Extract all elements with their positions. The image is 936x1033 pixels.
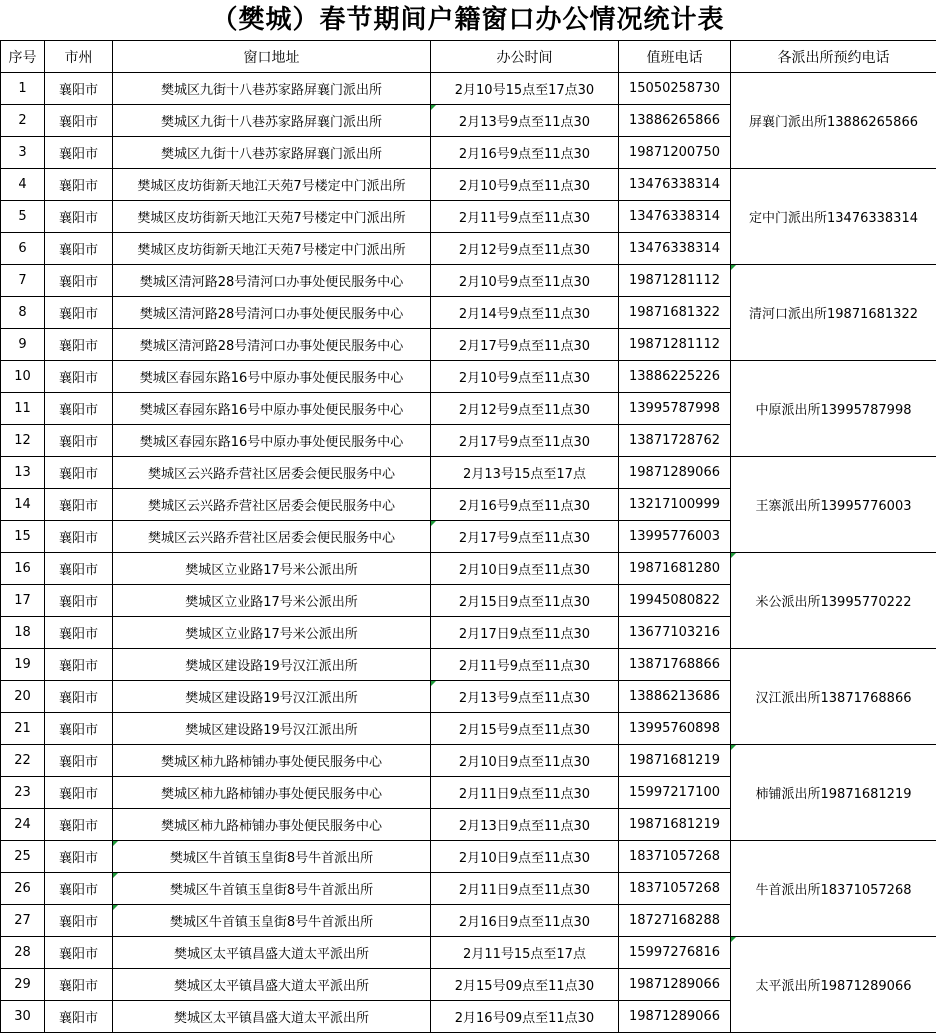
row-number-cell[interactable]: 4 xyxy=(1,169,45,201)
city-cell[interactable]: 襄阳市 xyxy=(45,361,113,393)
row-number-cell[interactable]: 8 xyxy=(1,297,45,329)
duty-phone-cell[interactable]: 19945080822 xyxy=(619,585,731,617)
city-cell[interactable]: 襄阳市 xyxy=(45,777,113,809)
row-number-cell[interactable]: 30 xyxy=(1,1001,45,1033)
row-number-cell[interactable]: 20 xyxy=(1,681,45,713)
city-cell[interactable]: 襄阳市 xyxy=(45,905,113,937)
duty-phone-cell[interactable]: 15997217100 xyxy=(619,777,731,809)
row-number-cell[interactable]: 14 xyxy=(1,489,45,521)
row-number-cell[interactable]: 29 xyxy=(1,969,45,1001)
row-number-cell[interactable]: 17 xyxy=(1,585,45,617)
office-hours-cell[interactable]: 2月17日9点至11点30 xyxy=(431,617,619,649)
row-number-cell[interactable]: 28 xyxy=(1,937,45,969)
address-cell[interactable]: 樊城区建设路19号汉江派出所 xyxy=(113,713,431,745)
office-hours-cell[interactable]: 2月13号9点至11点30 xyxy=(431,105,619,137)
row-number-cell[interactable]: 7 xyxy=(1,265,45,297)
row-number-cell[interactable]: 24 xyxy=(1,809,45,841)
registration-window-table xyxy=(0,40,936,1033)
duty-phone-cell[interactable]: 18371057268 xyxy=(619,873,731,905)
address-cell[interactable]: 樊城区柿九路柿铺办事处便民服务中心 xyxy=(113,809,431,841)
address-cell[interactable]: 樊城区九街十八巷苏家路屏襄门派出所 xyxy=(113,105,431,137)
office-hours-cell[interactable]: 2月11号9点至11点30 xyxy=(431,649,619,681)
row-number-cell[interactable]: 16 xyxy=(1,553,45,585)
duty-phone-cell[interactable]: 13995776003 xyxy=(619,521,731,553)
station-appointment-phone-cell[interactable]: 清河口派出所19871681322 xyxy=(731,265,936,361)
table-row xyxy=(1,73,936,105)
col-header-city[interactable]: 市州 xyxy=(45,41,113,73)
address-cell[interactable]: 樊城区牛首镇玉皇街8号牛首派出所 xyxy=(113,873,431,905)
office-hours-cell[interactable]: 2月10号15点至17点30 xyxy=(431,73,619,105)
duty-phone-cell[interactable]: 13995787998 xyxy=(619,393,731,425)
city-cell[interactable]: 襄阳市 xyxy=(45,457,113,489)
row-number-cell[interactable]: 11 xyxy=(1,393,45,425)
table-row xyxy=(1,169,936,201)
address-cell[interactable]: 樊城区牛首镇玉皇街8号牛首派出所 xyxy=(113,905,431,937)
row-number-cell[interactable]: 12 xyxy=(1,425,45,457)
duty-phone-cell[interactable]: 19871289066 xyxy=(619,969,731,1001)
duty-phone-cell[interactable]: 19871681322 xyxy=(619,297,731,329)
city-cell[interactable]: 襄阳市 xyxy=(45,201,113,233)
city-cell[interactable]: 襄阳市 xyxy=(45,73,113,105)
address-cell[interactable]: 樊城区皮坊街新天地江天苑7号楼定中门派出所 xyxy=(113,233,431,265)
row-number-cell[interactable]: 22 xyxy=(1,745,45,777)
address-cell[interactable]: 樊城区立业路17号米公派出所 xyxy=(113,553,431,585)
row-number-cell[interactable]: 5 xyxy=(1,201,45,233)
row-number-cell[interactable]: 26 xyxy=(1,873,45,905)
address-cell[interactable]: 樊城区皮坊街新天地江天苑7号楼定中门派出所 xyxy=(113,201,431,233)
row-number-cell[interactable]: 6 xyxy=(1,233,45,265)
office-hours-cell[interactable]: 2月15号09点至11点30 xyxy=(431,969,619,1001)
city-cell[interactable]: 襄阳市 xyxy=(45,265,113,297)
station-appointment-phone-cell[interactable]: 米公派出所13995770222 xyxy=(731,553,936,649)
city-cell[interactable]: 襄阳市 xyxy=(45,585,113,617)
city-cell[interactable]: 襄阳市 xyxy=(45,105,113,137)
office-hours-cell[interactable]: 2月13号15点至17点 xyxy=(431,457,619,489)
station-appointment-phone-cell[interactable]: 中原派出所13995787998 xyxy=(731,361,936,457)
city-cell[interactable]: 襄阳市 xyxy=(45,617,113,649)
table-row xyxy=(1,553,936,585)
address-cell[interactable]: 樊城区柿九路柿铺办事处便民服务中心 xyxy=(113,745,431,777)
address-cell[interactable]: 樊城区柿九路柿铺办事处便民服务中心 xyxy=(113,777,431,809)
city-cell[interactable]: 襄阳市 xyxy=(45,233,113,265)
office-hours-cell[interactable]: 2月13号9点至11点30 xyxy=(431,681,619,713)
city-cell[interactable]: 襄阳市 xyxy=(45,169,113,201)
city-cell[interactable]: 襄阳市 xyxy=(45,393,113,425)
office-hours-cell[interactable]: 2月12号9点至11点30 xyxy=(431,233,619,265)
office-hours-cell[interactable]: 2月14号9点至11点30 xyxy=(431,297,619,329)
col-header-station-phone[interactable]: 各派出所预约电话 xyxy=(731,41,936,73)
row-number-cell[interactable]: 3 xyxy=(1,137,45,169)
duty-phone-cell[interactable]: 13871728762 xyxy=(619,425,731,457)
office-hours-cell[interactable]: 2月10号9点至11点30 xyxy=(431,169,619,201)
row-number-cell[interactable]: 15 xyxy=(1,521,45,553)
city-cell[interactable]: 襄阳市 xyxy=(45,713,113,745)
office-hours-cell[interactable]: 2月16号9点至11点30 xyxy=(431,489,619,521)
address-cell[interactable]: 樊城区春园东路16号中原办事处便民服务中心 xyxy=(113,393,431,425)
row-number-cell[interactable]: 27 xyxy=(1,905,45,937)
address-cell[interactable]: 樊城区太平镇昌盛大道太平派出所 xyxy=(113,1001,431,1033)
address-cell[interactable]: 樊城区云兴路乔营社区居委会便民服务中心 xyxy=(113,457,431,489)
table-row xyxy=(1,649,936,681)
city-cell[interactable]: 襄阳市 xyxy=(45,937,113,969)
city-cell[interactable]: 襄阳市 xyxy=(45,681,113,713)
duty-phone-cell[interactable]: 13217100999 xyxy=(619,489,731,521)
address-cell[interactable]: 樊城区太平镇昌盛大道太平派出所 xyxy=(113,969,431,1001)
duty-phone-cell[interactable]: 15050258730 xyxy=(619,73,731,105)
office-hours-cell[interactable]: 2月10号9点至11点30 xyxy=(431,265,619,297)
sheet-title: （樊城）春节期间户籍窗口办公情况统计表 xyxy=(0,0,936,40)
station-appointment-phone-cell[interactable]: 王寨派出所13995776003 xyxy=(731,457,936,553)
address-cell[interactable]: 樊城区清河路28号清河口办事处便民服务中心 xyxy=(113,297,431,329)
city-cell[interactable]: 襄阳市 xyxy=(45,873,113,905)
office-hours-cell[interactable]: 2月16号9点至11点30 xyxy=(431,137,619,169)
address-cell[interactable]: 樊城区建设路19号汉江派出所 xyxy=(113,649,431,681)
address-cell[interactable]: 樊城区云兴路乔营社区居委会便民服务中心 xyxy=(113,489,431,521)
address-cell[interactable]: 樊城区立业路17号米公派出所 xyxy=(113,617,431,649)
header-row xyxy=(1,41,936,73)
duty-phone-cell[interactable]: 13886225226 xyxy=(619,361,731,393)
office-hours-cell[interactable]: 2月16日9点至11点30 xyxy=(431,905,619,937)
row-number-cell[interactable]: 10 xyxy=(1,361,45,393)
office-hours-cell[interactable]: 2月16号09点至11点30 xyxy=(431,1001,619,1033)
address-cell[interactable]: 樊城区春园东路16号中原办事处便民服务中心 xyxy=(113,361,431,393)
office-hours-cell[interactable]: 2月11日9点至11点30 xyxy=(431,777,619,809)
row-number-cell[interactable]: 23 xyxy=(1,777,45,809)
station-appointment-phone-cell[interactable]: 汉江派出所13871768866 xyxy=(731,649,936,745)
city-cell[interactable]: 襄阳市 xyxy=(45,969,113,1001)
duty-phone-cell[interactable]: 19871289066 xyxy=(619,1001,731,1033)
address-cell[interactable]: 樊城区太平镇昌盛大道太平派出所 xyxy=(113,937,431,969)
address-cell[interactable]: 樊城区牛首镇玉皇街8号牛首派出所 xyxy=(113,841,431,873)
duty-phone-cell[interactable]: 19871681280 xyxy=(619,553,731,585)
city-cell[interactable]: 襄阳市 xyxy=(45,329,113,361)
office-hours-cell[interactable]: 2月11号9点至11点30 xyxy=(431,201,619,233)
office-hours-cell[interactable]: 2月10日9点至11点30 xyxy=(431,553,619,585)
address-cell[interactable]: 樊城区云兴路乔营社区居委会便民服务中心 xyxy=(113,521,431,553)
address-cell[interactable]: 樊城区清河路28号清河口办事处便民服务中心 xyxy=(113,329,431,361)
row-number-cell[interactable]: 9 xyxy=(1,329,45,361)
table-row xyxy=(1,457,936,489)
duty-phone-cell[interactable]: 13476338314 xyxy=(619,201,731,233)
station-appointment-phone-cell[interactable]: 牛首派出所18371057268 xyxy=(731,841,936,937)
office-hours-cell[interactable]: 2月17号9点至11点30 xyxy=(431,329,619,361)
city-cell[interactable]: 襄阳市 xyxy=(45,489,113,521)
duty-phone-cell[interactable]: 18371057268 xyxy=(619,841,731,873)
city-cell[interactable]: 襄阳市 xyxy=(45,809,113,841)
address-cell[interactable]: 樊城区建设路19号汉江派出所 xyxy=(113,681,431,713)
table-row xyxy=(1,361,936,393)
col-header-address[interactable]: 窗口地址 xyxy=(113,41,431,73)
city-cell[interactable]: 襄阳市 xyxy=(45,649,113,681)
duty-phone-cell[interactable]: 19871289066 xyxy=(619,457,731,489)
row-number-cell[interactable]: 2 xyxy=(1,105,45,137)
col-header-no[interactable]: 序号 xyxy=(1,41,45,73)
col-header-duty-phone[interactable]: 值班电话 xyxy=(619,41,731,73)
address-cell[interactable]: 樊城区清河路28号清河口办事处便民服务中心 xyxy=(113,265,431,297)
row-number-cell[interactable]: 1 xyxy=(1,73,45,105)
station-appointment-phone-cell[interactable]: 太平派出所19871289066 xyxy=(731,937,936,1033)
duty-phone-cell[interactable]: 18727168288 xyxy=(619,905,731,937)
city-cell[interactable]: 襄阳市 xyxy=(45,1001,113,1033)
city-cell[interactable]: 襄阳市 xyxy=(45,521,113,553)
table-row xyxy=(1,745,936,777)
office-hours-cell[interactable]: 2月12号9点至11点30 xyxy=(431,393,619,425)
office-hours-cell[interactable]: 2月11号15点至17点 xyxy=(431,937,619,969)
duty-phone-cell[interactable]: 19871281112 xyxy=(619,265,731,297)
station-appointment-phone-cell[interactable]: 定中门派出所13476338314 xyxy=(731,169,936,265)
table-row xyxy=(1,265,936,297)
city-cell[interactable]: 襄阳市 xyxy=(45,425,113,457)
station-appointment-phone-cell[interactable]: 柿铺派出所19871681219 xyxy=(731,745,936,841)
duty-phone-cell[interactable]: 19871281112 xyxy=(619,329,731,361)
row-number-cell[interactable]: 21 xyxy=(1,713,45,745)
address-cell[interactable]: 樊城区立业路17号米公派出所 xyxy=(113,585,431,617)
city-cell[interactable]: 襄阳市 xyxy=(45,553,113,585)
city-cell[interactable]: 襄阳市 xyxy=(45,297,113,329)
address-cell[interactable]: 樊城区九街十八巷苏家路屏襄门派出所 xyxy=(113,73,431,105)
duty-phone-cell[interactable]: 19871200750 xyxy=(619,137,731,169)
office-hours-cell[interactable]: 2月13日9点至11点30 xyxy=(431,809,619,841)
duty-phone-cell[interactable]: 13677103216 xyxy=(619,617,731,649)
office-hours-cell[interactable]: 2月10日9点至11点30 xyxy=(431,745,619,777)
duty-phone-cell[interactable]: 13871768866 xyxy=(619,649,731,681)
row-number-cell[interactable]: 13 xyxy=(1,457,45,489)
duty-phone-cell[interactable]: 13995760898 xyxy=(619,713,731,745)
row-number-cell[interactable]: 19 xyxy=(1,649,45,681)
duty-phone-cell[interactable]: 13476338314 xyxy=(619,233,731,265)
table-row xyxy=(1,937,936,969)
office-hours-cell[interactable]: 2月11日9点至11点30 xyxy=(431,873,619,905)
station-appointment-phone-cell[interactable]: 屏襄门派出所13886265866 xyxy=(731,73,936,169)
duty-phone-cell[interactable]: 13476338314 xyxy=(619,169,731,201)
office-hours-cell[interactable]: 2月15日9点至11点30 xyxy=(431,585,619,617)
duty-phone-cell[interactable]: 13886213686 xyxy=(619,681,731,713)
duty-phone-cell[interactable]: 15997276816 xyxy=(619,937,731,969)
row-number-cell[interactable]: 25 xyxy=(1,841,45,873)
office-hours-cell[interactable]: 2月15号9点至11点30 xyxy=(431,713,619,745)
duty-phone-cell[interactable]: 19871681219 xyxy=(619,745,731,777)
city-cell[interactable]: 襄阳市 xyxy=(45,137,113,169)
address-cell[interactable]: 樊城区九街十八巷苏家路屏襄门派出所 xyxy=(113,137,431,169)
office-hours-cell[interactable]: 2月10日9点至11点30 xyxy=(431,841,619,873)
address-cell[interactable]: 樊城区春园东路16号中原办事处便民服务中心 xyxy=(113,425,431,457)
duty-phone-cell[interactable]: 19871681219 xyxy=(619,809,731,841)
city-cell[interactable]: 襄阳市 xyxy=(45,841,113,873)
address-cell[interactable]: 樊城区皮坊街新天地江天苑7号楼定中门派出所 xyxy=(113,169,431,201)
office-hours-cell[interactable]: 2月10号9点至11点30 xyxy=(431,361,619,393)
office-hours-cell[interactable]: 2月17号9点至11点30 xyxy=(431,425,619,457)
duty-phone-cell[interactable]: 13886265866 xyxy=(619,105,731,137)
table-body xyxy=(1,73,936,1033)
table-row xyxy=(1,841,936,873)
row-number-cell[interactable]: 18 xyxy=(1,617,45,649)
office-hours-cell[interactable]: 2月17号9点至11点30 xyxy=(431,521,619,553)
city-cell[interactable]: 襄阳市 xyxy=(45,745,113,777)
col-header-office-hours[interactable]: 办公时间 xyxy=(431,41,619,73)
